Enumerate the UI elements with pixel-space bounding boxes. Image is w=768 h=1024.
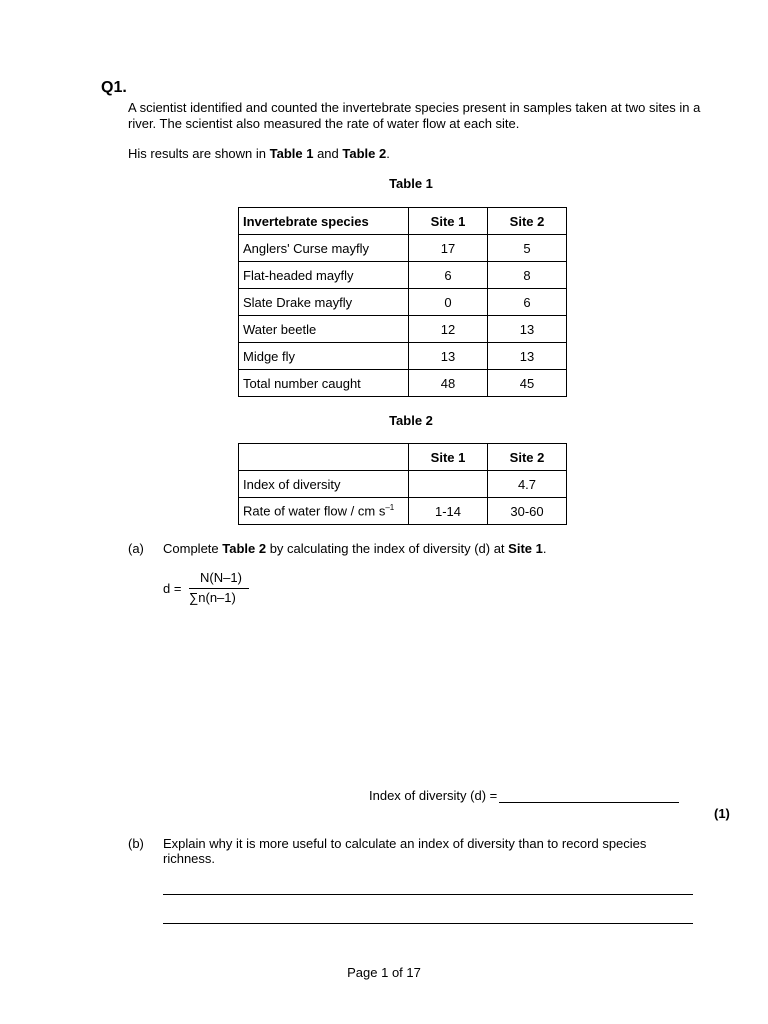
table-row <box>239 316 567 343</box>
table2-cell: 4.7 <box>488 471 567 498</box>
table1-header-cell: Site 2 <box>488 208 567 235</box>
table2-cell: Index of diversity <box>239 471 409 498</box>
table-row <box>239 370 567 397</box>
formula-numerator: N(N–1) <box>200 570 242 585</box>
table2-cell: 1-14 <box>409 498 488 525</box>
table1-cell: 45 <box>488 370 567 397</box>
table1-cell: Midge fly <box>239 343 409 370</box>
part-b-text: Explain why it is more useful to calculate an index of diversity than to record species richness. <box>163 836 647 866</box>
table1-cell: 12 <box>409 316 488 343</box>
table2-header-cell: Site 1 <box>409 444 488 471</box>
part-a-bold1: Table 2 <box>222 541 267 556</box>
table1-cell: 17 <box>409 235 488 262</box>
part-a-label: (a) <box>128 541 144 556</box>
table1-cell: Anglers' Curse mayfly <box>239 235 409 262</box>
table-row <box>239 235 567 262</box>
table1-cell: 48 <box>409 370 488 397</box>
table1-header-cell: Invertebrate species <box>239 208 409 235</box>
question-number: Q1. <box>101 79 127 96</box>
answer-label: Index of diversity (d) = <box>369 788 498 803</box>
table1-cell: Slate Drake mayfly <box>239 289 409 316</box>
table1-cell: 8 <box>488 262 567 289</box>
results-table2-ref: Table 2 <box>342 146 387 161</box>
table1-cell: 6 <box>488 289 567 316</box>
answer-line-a <box>369 788 679 803</box>
table2-header-cell <box>239 444 409 471</box>
table2-cell <box>239 498 409 525</box>
formula-denominator: ∑n(n–1) <box>189 590 236 605</box>
table2-header-cell: Site 2 <box>488 444 567 471</box>
table2 <box>238 443 567 525</box>
results-prefix: His results are shown in <box>128 146 270 161</box>
diversity-formula <box>163 570 283 610</box>
table-row <box>239 471 567 498</box>
table-row <box>239 498 567 525</box>
table1-cell: 13 <box>409 343 488 370</box>
fraction-bar <box>189 588 249 589</box>
table1-cell: Flat-headed mayfly <box>239 262 409 289</box>
table1-cell: 13 <box>488 316 567 343</box>
table2-header-row <box>239 444 567 471</box>
results-table1-ref: Table 1 <box>269 146 314 161</box>
table1-cell: Water beetle <box>239 316 409 343</box>
page-footer: Page 1 of 17 <box>347 965 421 980</box>
table1-caption: Table 1 <box>389 176 433 191</box>
table2-caption: Table 2 <box>389 413 433 428</box>
results-sentence <box>128 146 390 161</box>
part-a-text <box>163 541 546 556</box>
formula-lhs: d = <box>163 581 182 596</box>
table-row <box>239 289 567 316</box>
marks-badge: (1) <box>714 806 730 821</box>
table2-cell: 30-60 <box>488 498 567 525</box>
results-and: and <box>313 146 343 161</box>
part-a-prefix: Complete <box>163 541 223 556</box>
answer-blank[interactable] <box>499 788 679 803</box>
part-a-end: . <box>542 541 547 556</box>
answer-line-b-1[interactable] <box>163 894 693 895</box>
table1 <box>238 207 567 397</box>
table1-cell: 5 <box>488 235 567 262</box>
table1-cell: 13 <box>488 343 567 370</box>
table-row <box>239 343 567 370</box>
question-intro: A scientist identified and counted the invertebrate species present in samples taken at two sites in a river. The scientist also measured the rate of water flow at each site. <box>128 100 701 131</box>
answer-line-b-2[interactable] <box>163 923 693 924</box>
unit-superscript: –1 <box>385 503 395 513</box>
part-a-bold2: Site 1 <box>508 541 543 556</box>
table1-cell: 6 <box>409 262 488 289</box>
table1-header-row <box>239 208 567 235</box>
water-flow-label: Rate of water flow / cm s <box>243 503 386 519</box>
part-a-mid: by calculating the index of diversity (d) at <box>266 541 509 556</box>
results-end: . <box>386 146 390 161</box>
table1-header-cell: Site 1 <box>409 208 488 235</box>
table1-cell: Total number caught <box>239 370 409 397</box>
table1-cell: 0 <box>409 289 488 316</box>
table-row <box>239 262 567 289</box>
part-b-label: (b) <box>128 836 144 851</box>
table2-answer-cell[interactable] <box>409 471 488 498</box>
